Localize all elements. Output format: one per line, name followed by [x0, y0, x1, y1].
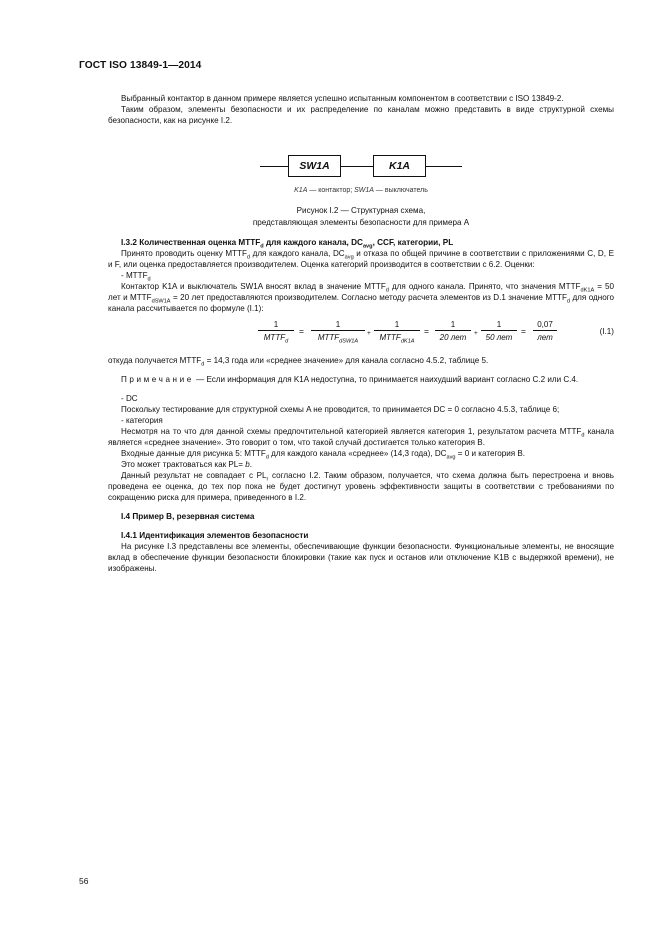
fraction-mttfd: 1 $MTTF_d$ — [258, 319, 294, 343]
equation-number: (I.1) — [599, 327, 614, 336]
connection-line-left — [260, 166, 290, 167]
fraction-mttf-sw1a: 1 $MTTF_{dSW1A}$ — [311, 319, 365, 343]
list-item-dc: - DC — [121, 394, 138, 403]
paragraph-safety-identification: На рисунке I.3 представлены все элементы, обеспечивающие функции безопасности. Функциональные элементы, не вносящие вклад в обеспечение функции безопасности блокировки (такие как пуск и останов или отключение K1B с выдержкой времени), не изображены. — [108, 542, 614, 573]
block-sw1a: SW1A — [288, 155, 341, 177]
note-paragraph: Примечание — Если информация для K1A недоступна, то принимается наихудший вариант согласно C.2 или C.4. — [121, 375, 579, 384]
paragraph-dc: Поскольку тестирование для структурной схемы A не проводится, то принимается DC = 0 согласно 4.5.3, таблице 6; — [121, 405, 560, 414]
section-heading-i-4: I.4 Пример B, резервная система — [121, 512, 255, 521]
fraction-mttf-k1a: 1 $MTTF_{dK1A}$ — [374, 319, 420, 343]
connection-line-middle — [340, 166, 374, 167]
connection-line-right — [425, 166, 462, 167]
fraction-result: 0,07 лет — [533, 319, 557, 343]
paragraph-mttf-result: откуда получается $MTTF_d = 14,3$ года или «среднее значение» для канала согласно 4.5.2, таблице 5. — [108, 356, 489, 368]
paragraph-mttf-evaluation: Принято проводить оценку $MTTF_d$ для каждого канала, $DC_{avg}$ и отказа по общей причине в соответствии с приложениями C, D, E и F, или оценка предоставляется производителем. Оценка категорий производится в соответствии с 6.2. Оценки: — [108, 249, 614, 269]
section-heading-i-4-1: I.4.1 Идентификация элементов безопасности — [121, 531, 309, 540]
paragraph-input-data: Входные данные для рисунка 5: $MTTF_d$ для каждого канала «среднее» (14,3 года), $DC_{avg} = 0$ и категория B. — [121, 449, 526, 461]
paragraph-result: Данный результат не совпадает с $PL_r$ согласно I.2. Таким образом, получается, что схема должна быть перестроена и вновь проведена ее оценка, до тех пор пока не будет достигнут уровень эффективности защиты в соответствии с требованиями по сокращению риска для примера, приведенного в I.2. — [108, 471, 614, 502]
fraction-20-years: 1 20 лет — [435, 319, 471, 343]
page-number: 56 — [79, 876, 89, 886]
document-header: ГОСТ ISO 13849-1—2014 — [79, 60, 202, 71]
section-heading-i-3-2: I.3.2 Количественная оценка $MTTF_d$ для каждого канала, $DC_{avg}$, CCF, категории, PL — [121, 238, 454, 250]
paragraph-category: Несмотря на то что для данной схемы предпочтительной категорией является категория 1, результатом расчета $MTTF_d$ канала является «среднее значение». Это говорит о том, что такой случай достигается только категория B. — [108, 427, 614, 447]
block-k1a: K1A — [373, 155, 426, 177]
fraction-50-years: 1 50 лет — [481, 319, 517, 343]
paragraph-safety-elements: Таким образом, элементы безопасности и их распределение по каналам можно представить в виде структурной схемы безопасности, как на рисунке I.2. — [108, 105, 614, 125]
paragraph-mttf-contribution: Контактор K1A и выключатель SW1A вносят вклад в значение $MTTF_d$ для одного канала. Принято, что значения $MTTF_{dK1A} = 50$ лет и $MTTF_{dSW1A} = 20$ лет предоставляются производителем. Согласно методу расчета элементов из D.1 значение $MTTF_d$ для одного канала рассчитывается по формуле (I.1): — [108, 282, 614, 313]
list-item-mttfd: - $MTTF_d$ — [121, 271, 151, 283]
paragraph-pl-interpretation: Это может трактоваться как PL= b. — [121, 460, 253, 469]
page-content — [108, 93, 614, 574]
structural-diagram — [108, 149, 614, 189]
paragraph-component-tested: Выбранный контактор в данном примере является успешно испытанным компонентом в соответствии с ISO 13849-2. — [121, 94, 564, 103]
figure-caption: Рисунок I.2 — Структурная схема, представляющая элементы безопасности для примера А — [252, 206, 470, 227]
formula-i-1: 1 $MTTF_d$ = 1 $MTTF_{dSW1A}$ + 1 $MTTF_{dK1A}$ = 1 20 лет + 1 50 лет = 0,07 лет (I.1) — [108, 319, 614, 351]
figure-legend: K1A — контактор; SW1A — выключатель — [294, 187, 428, 194]
list-item-category: - категория — [121, 416, 163, 425]
note-label: Примечание — [121, 375, 194, 384]
